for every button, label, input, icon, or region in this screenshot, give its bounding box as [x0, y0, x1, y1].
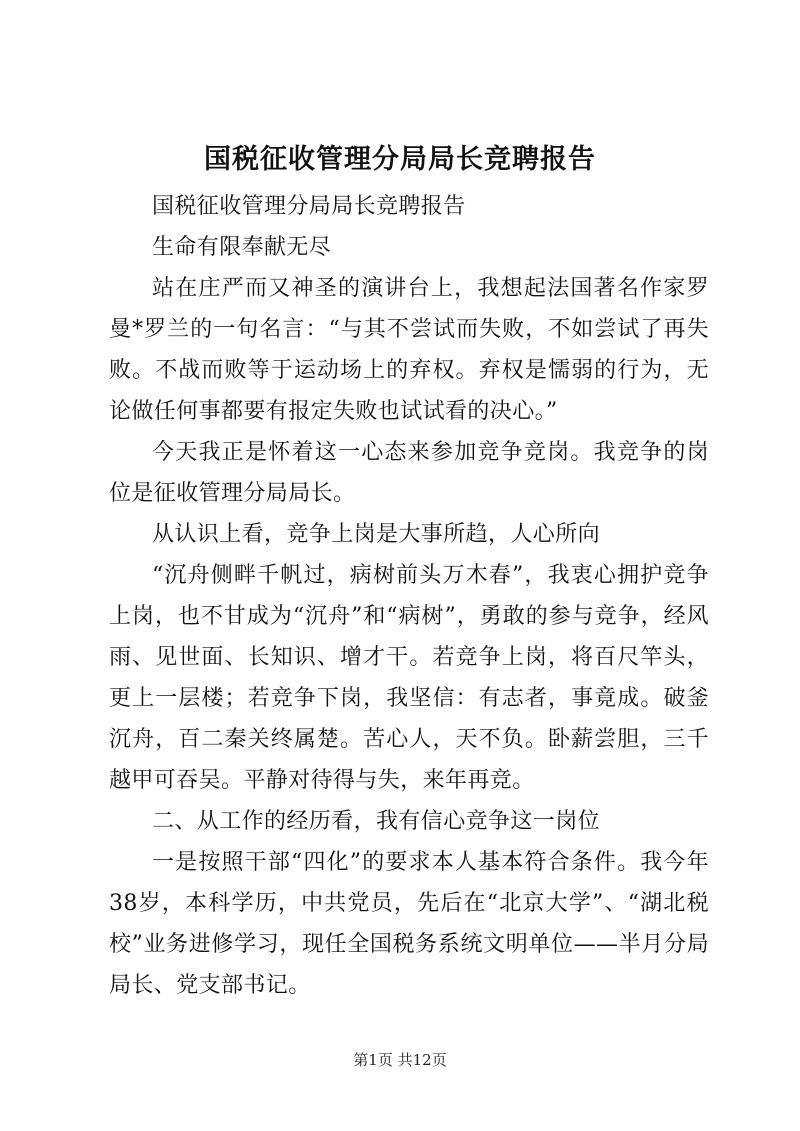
- page-number-footer: 第1页 共12页: [353, 1051, 447, 1069]
- document-body: [109, 186, 709, 1006]
- paragraph-competition: “沉舟侧畔千帆过，病树前头万木春”，我衷心拥护竞争上岗，也不甘成为“沉舟”和“病树”，勇敢的参与竞争，经风雨、见世面、长知识、增才干。若竞争上岗，将百尺竿头，更上一层楼；若竞争下岗，我坚信：有志者，事竟成。破釜沉舟，百二秦关终属楚。苦心人，天不负。卧薪尝胆，三千越甲可吞吴。平静对待得与失，来年再竞。: [109, 563, 709, 793]
- paragraph-position: 今天我正是怀着这一心态来参加竞争竞岗。我竞争的岗位是征收管理分局局长。: [109, 440, 709, 506]
- paragraph-slogan: 生命有限奉献无尽: [152, 235, 332, 260]
- paragraph-section-two: 二、从工作的经历看，我有信心竞争这一岗位: [152, 809, 601, 834]
- paragraph-subtitle: 国税征收管理分局局长竞聘报告: [152, 194, 466, 219]
- paragraph-opening: 站在庄严而又神圣的演讲台上，我想起法国著名作家罗曼*罗兰的一句名言：“与其不尝试而失败，不如尝试了再失败。不战而败等于运动场上的弃权。弃权是懦弱的行为，无论做任何事都要有报定失败也试试看的决心。”: [109, 276, 709, 424]
- paragraph-qualifications: 一是按照干部“四化”的要求本人基本符合条件。我今年38岁，本科学历，中共党员，先后在“北京大学”、“湖北税校”业务进修学习，现任全国税务系统文明单位——半月分局局长、党支部书记。: [109, 850, 709, 998]
- document-title: 国税征收管理分局局长竞聘报告: [204, 144, 596, 175]
- paragraph-section-one: 从认识上看，竞争上岗是大事所趋，人心所向: [152, 522, 601, 547]
